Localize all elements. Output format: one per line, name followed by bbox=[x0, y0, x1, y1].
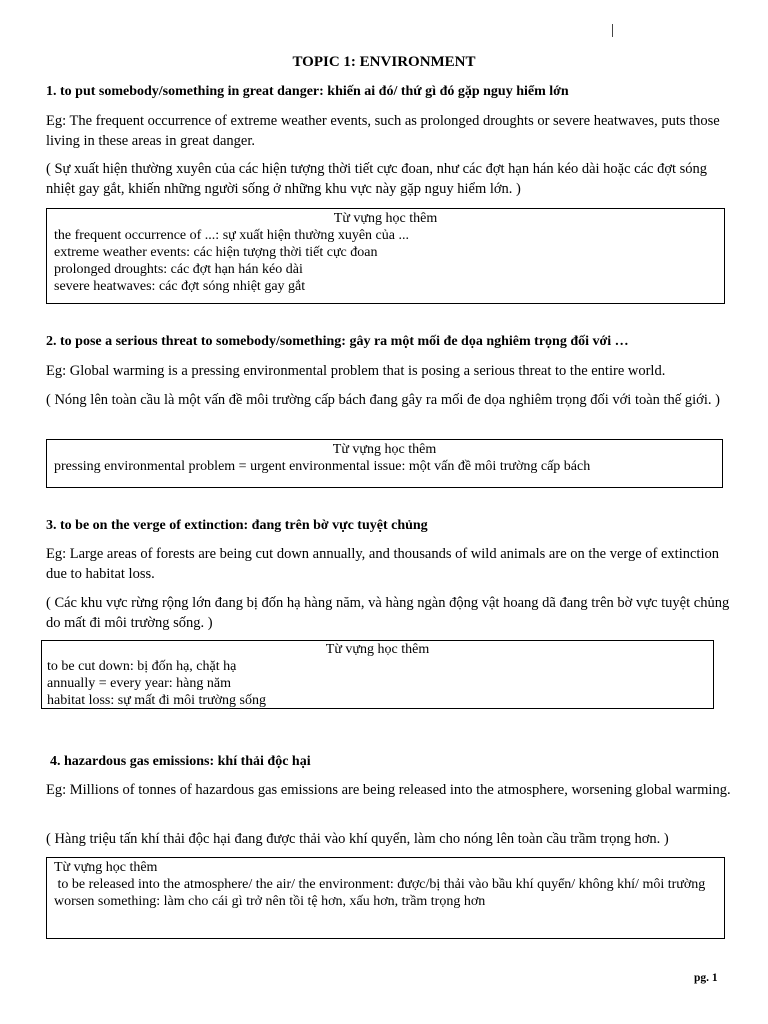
section-2-translation: ( Nóng lên toàn cầu là một vấn đề môi trường cấp bách đang gây ra mối đe dọa nghiêm trọng đối với toàn thế giới. ) bbox=[46, 392, 720, 408]
vocab-box-title: Từ vựng học thêm bbox=[325, 642, 430, 657]
vocab-box-title: Từ vựng học thêm bbox=[333, 211, 438, 226]
section-3-heading: 3. to be on the verge of extinction: đang trên bờ vực tuyệt chủng bbox=[46, 518, 428, 533]
section-2-heading: 2. to pose a serious threat to somebody/something: gây ra một mối đe dọa nghiêm trọng đối với … bbox=[46, 334, 629, 349]
section-3-translation: ( Các khu vực rừng rộng lớn đang bị đốn hạ hàng năm, và hàng ngàn động vật hoang dã đang trên bờ vực tuyệt chủng do mất đi môi trường sống. ) bbox=[46, 595, 730, 631]
section-3-example: Eg: Large areas of forests are being cut down annually, and thousands of wild animals are on the verge of extinction due to habitat loss. bbox=[46, 546, 719, 582]
vocab-line: the frequent occurrence of ...: sự xuất hiện thường xuyên của ... bbox=[54, 228, 409, 243]
section-1-example: Eg: The frequent occurrence of extreme weather events, such as prolonged droughts or severe heatwaves, puts those living in these areas in great danger. bbox=[46, 113, 720, 149]
vocab-line: prolonged droughts: các đợt hạn hán kéo dài bbox=[54, 262, 303, 277]
text-cursor: | bbox=[611, 22, 615, 38]
section-1-translation: ( Sự xuất hiện thường xuyên của các hiện tượng thời tiết cực đoan, như các đợt hạn hán kéo dài hoặc các đợt sóng nhiệt gay gắt, khiến những người sống ở những khu vực này gặp nguy hiểm lớn. ) bbox=[46, 161, 708, 197]
page-title: TOPIC 1: ENVIRONMENT bbox=[292, 54, 476, 70]
section-1-heading: 1. to put somebody/something in great danger: khiến ai đó/ thứ gì đó gặp nguy hiểm lớn bbox=[46, 84, 569, 99]
vocab-line: to be released into the atmosphere/ the air/ the environment: được/bị thải vào bầu khí quyển/ không khí/ môi trường bbox=[54, 877, 706, 892]
vocab-box-title: Từ vựng học thêm bbox=[54, 860, 158, 875]
section-4-vocab-box bbox=[46, 857, 725, 939]
section-4-translation: ( Hàng triệu tấn khí thải độc hại đang được thải vào khí quyển, làm cho nóng lên toàn cầu trầm trọng hơn. ) bbox=[46, 831, 669, 847]
section-4-example: Eg: Millions of tonnes of hazardous gas emissions are being released into the atmosphere, worsening global warming. bbox=[46, 782, 731, 798]
section-2-vocab-box bbox=[46, 439, 723, 488]
section-1-vocab-box bbox=[46, 208, 725, 304]
vocab-line: habitat loss: sự mất đi môi trường sống bbox=[47, 693, 266, 708]
section-3-vocab-box bbox=[41, 640, 714, 709]
vocab-line: worsen something: làm cho cái gì trở nên tồi tệ hơn, xấu hơn, trầm trọng hơn bbox=[54, 894, 486, 909]
vocab-line: extreme weather events: các hiện tượng thời tiết cực đoan bbox=[54, 245, 378, 260]
vocab-line: annually = every year: hàng năm bbox=[47, 676, 231, 691]
vocab-line: to be cut down: bị đốn hạ, chặt hạ bbox=[47, 659, 237, 674]
vocab-line: severe heatwaves: các đợt sóng nhiệt gay gắt bbox=[54, 279, 306, 294]
vocab-line: pressing environmental problem = urgent environmental issue: một vấn đề môi trường cấp bách bbox=[54, 459, 591, 474]
vocab-box-title: Từ vựng học thêm bbox=[332, 442, 437, 457]
page-number: pg. 1 bbox=[694, 972, 718, 984]
section-2-example: Eg: Global warming is a pressing environmental problem that is posing a serious threat to the entire world. bbox=[46, 363, 666, 379]
section-4-heading: 4. hazardous gas emissions: khí thải độc hại bbox=[50, 754, 311, 769]
